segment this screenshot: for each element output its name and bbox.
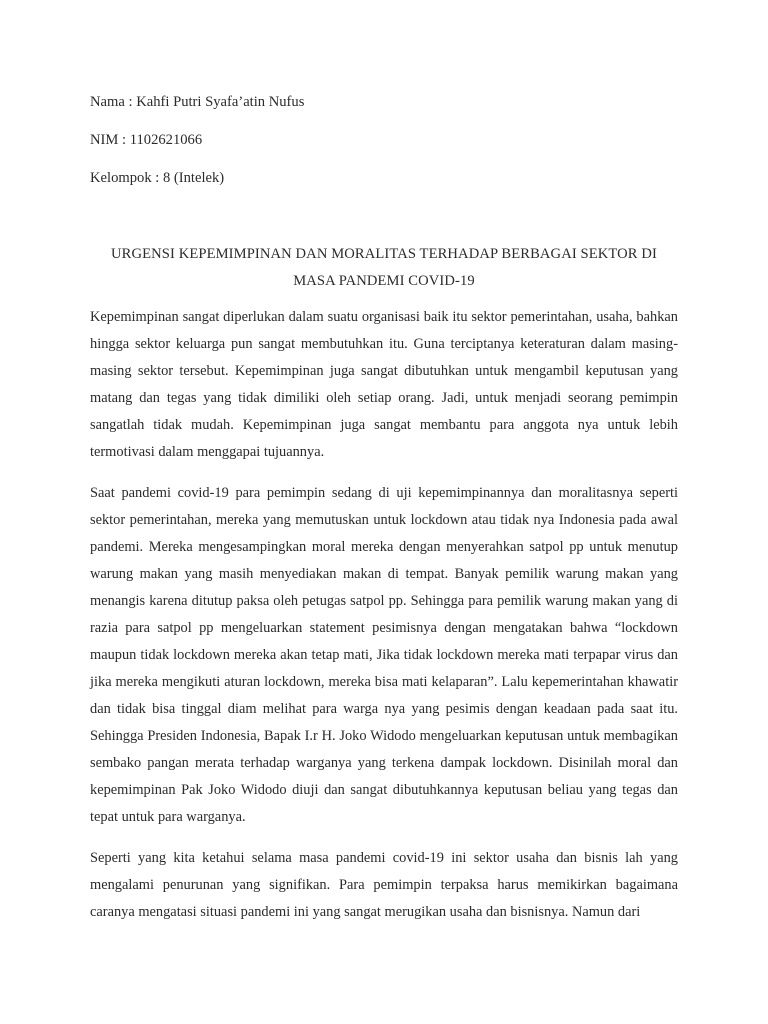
paragraph-1: Kepemimpinan sangat diperlukan dalam suatu organisasi baik itu sektor pemerintahan, usaha, bahkan hingga sektor keluarga pun sangat membutuhkan itu. Guna terciptanya keteraturan dalam masing-masing sektor tersebut. Kepemimpinan juga sangat dibutuhkan untuk mengambil keputusan yang matang dan tegas yang tidak dimiliki oleh setiap orang. Jadi, untuk menjadi seorang pemimpin sangatlah tidak mudah. Kepemimpinan juga sangat membantu para anggota nya untuk lebih termotivasi dalam menggapai tujuannya. <box>90 309 678 460</box>
essay-title-line-1: URGENSI KEPEMIMPINAN DAN MORALITAS TERHADAP BERBAGAI SEKTOR DI <box>111 246 657 262</box>
paragraph-2: Saat pandemi covid-19 para pemimpin sedang di uji kepemimpinannya dan moralitasnya seperti sektor pemerintahan, mereka yang memutuskan untuk lockdown atau tidak nya Indonesia pada awal pandemi. Mereka mengesampingkan moral mereka dengan menyerahkan satpol pp untuk menutup warung makan yang masih menyediakan makan di tempat. Banyak pemilik warung makan yang menangis karena ditutup paksa oleh petugas satpol pp. Sehingga para pemilik warung makan yang di razia para satpol pp mengeluarkan statement pesimisnya dengan mengatakan bahwa “lockdown maupun tidak lockdown mereka akan tetap mati, Jika tidak lockdown mereka mati terpapar virus dan jika mereka mengikuti aturan lockdown, mereka bisa mati kelaparan”. Lalu kepemerintahan khawatir dan tidak bisa tinggal diam melihat para warga nya yang pesimis dengan keadaan pada saat itu. Sehingga Presiden Indonesia, Bapak I.r H. Joko Widodo mengeluarkan keputusan untuk membagikan sembako pangan merata terhadap warganya yang terkena dampak lockdown. Disinilah moral dan kepemimpinan Pak Joko Widodo diuji dan sangat dibutuhkannya keputusan beliau yang tegas dan tepat untuk para warganya. <box>90 485 678 825</box>
essay-title-line-2: MASA PANDEMI COVID-19 <box>293 273 475 289</box>
student-name: Nama : Kahfi Putri Syafa’atin Nufus <box>90 94 305 110</box>
paragraph-3: Seperti yang kita ketahui selama masa pandemi covid-19 ini sektor usaha dan bisnis lah yang mengalami penurunan yang signifikan. Para pemimpin terpaksa harus memikirkan bagaimana caranya mengatasi situasi pandemi ini yang sangat merugikan usaha dan bisnisnya. Namun dari <box>90 850 678 920</box>
essay-title <box>90 241 678 295</box>
student-group: Kelompok : 8 (Intelek) <box>90 170 225 186</box>
student-nim: NIM : 1102621066 <box>90 132 203 148</box>
